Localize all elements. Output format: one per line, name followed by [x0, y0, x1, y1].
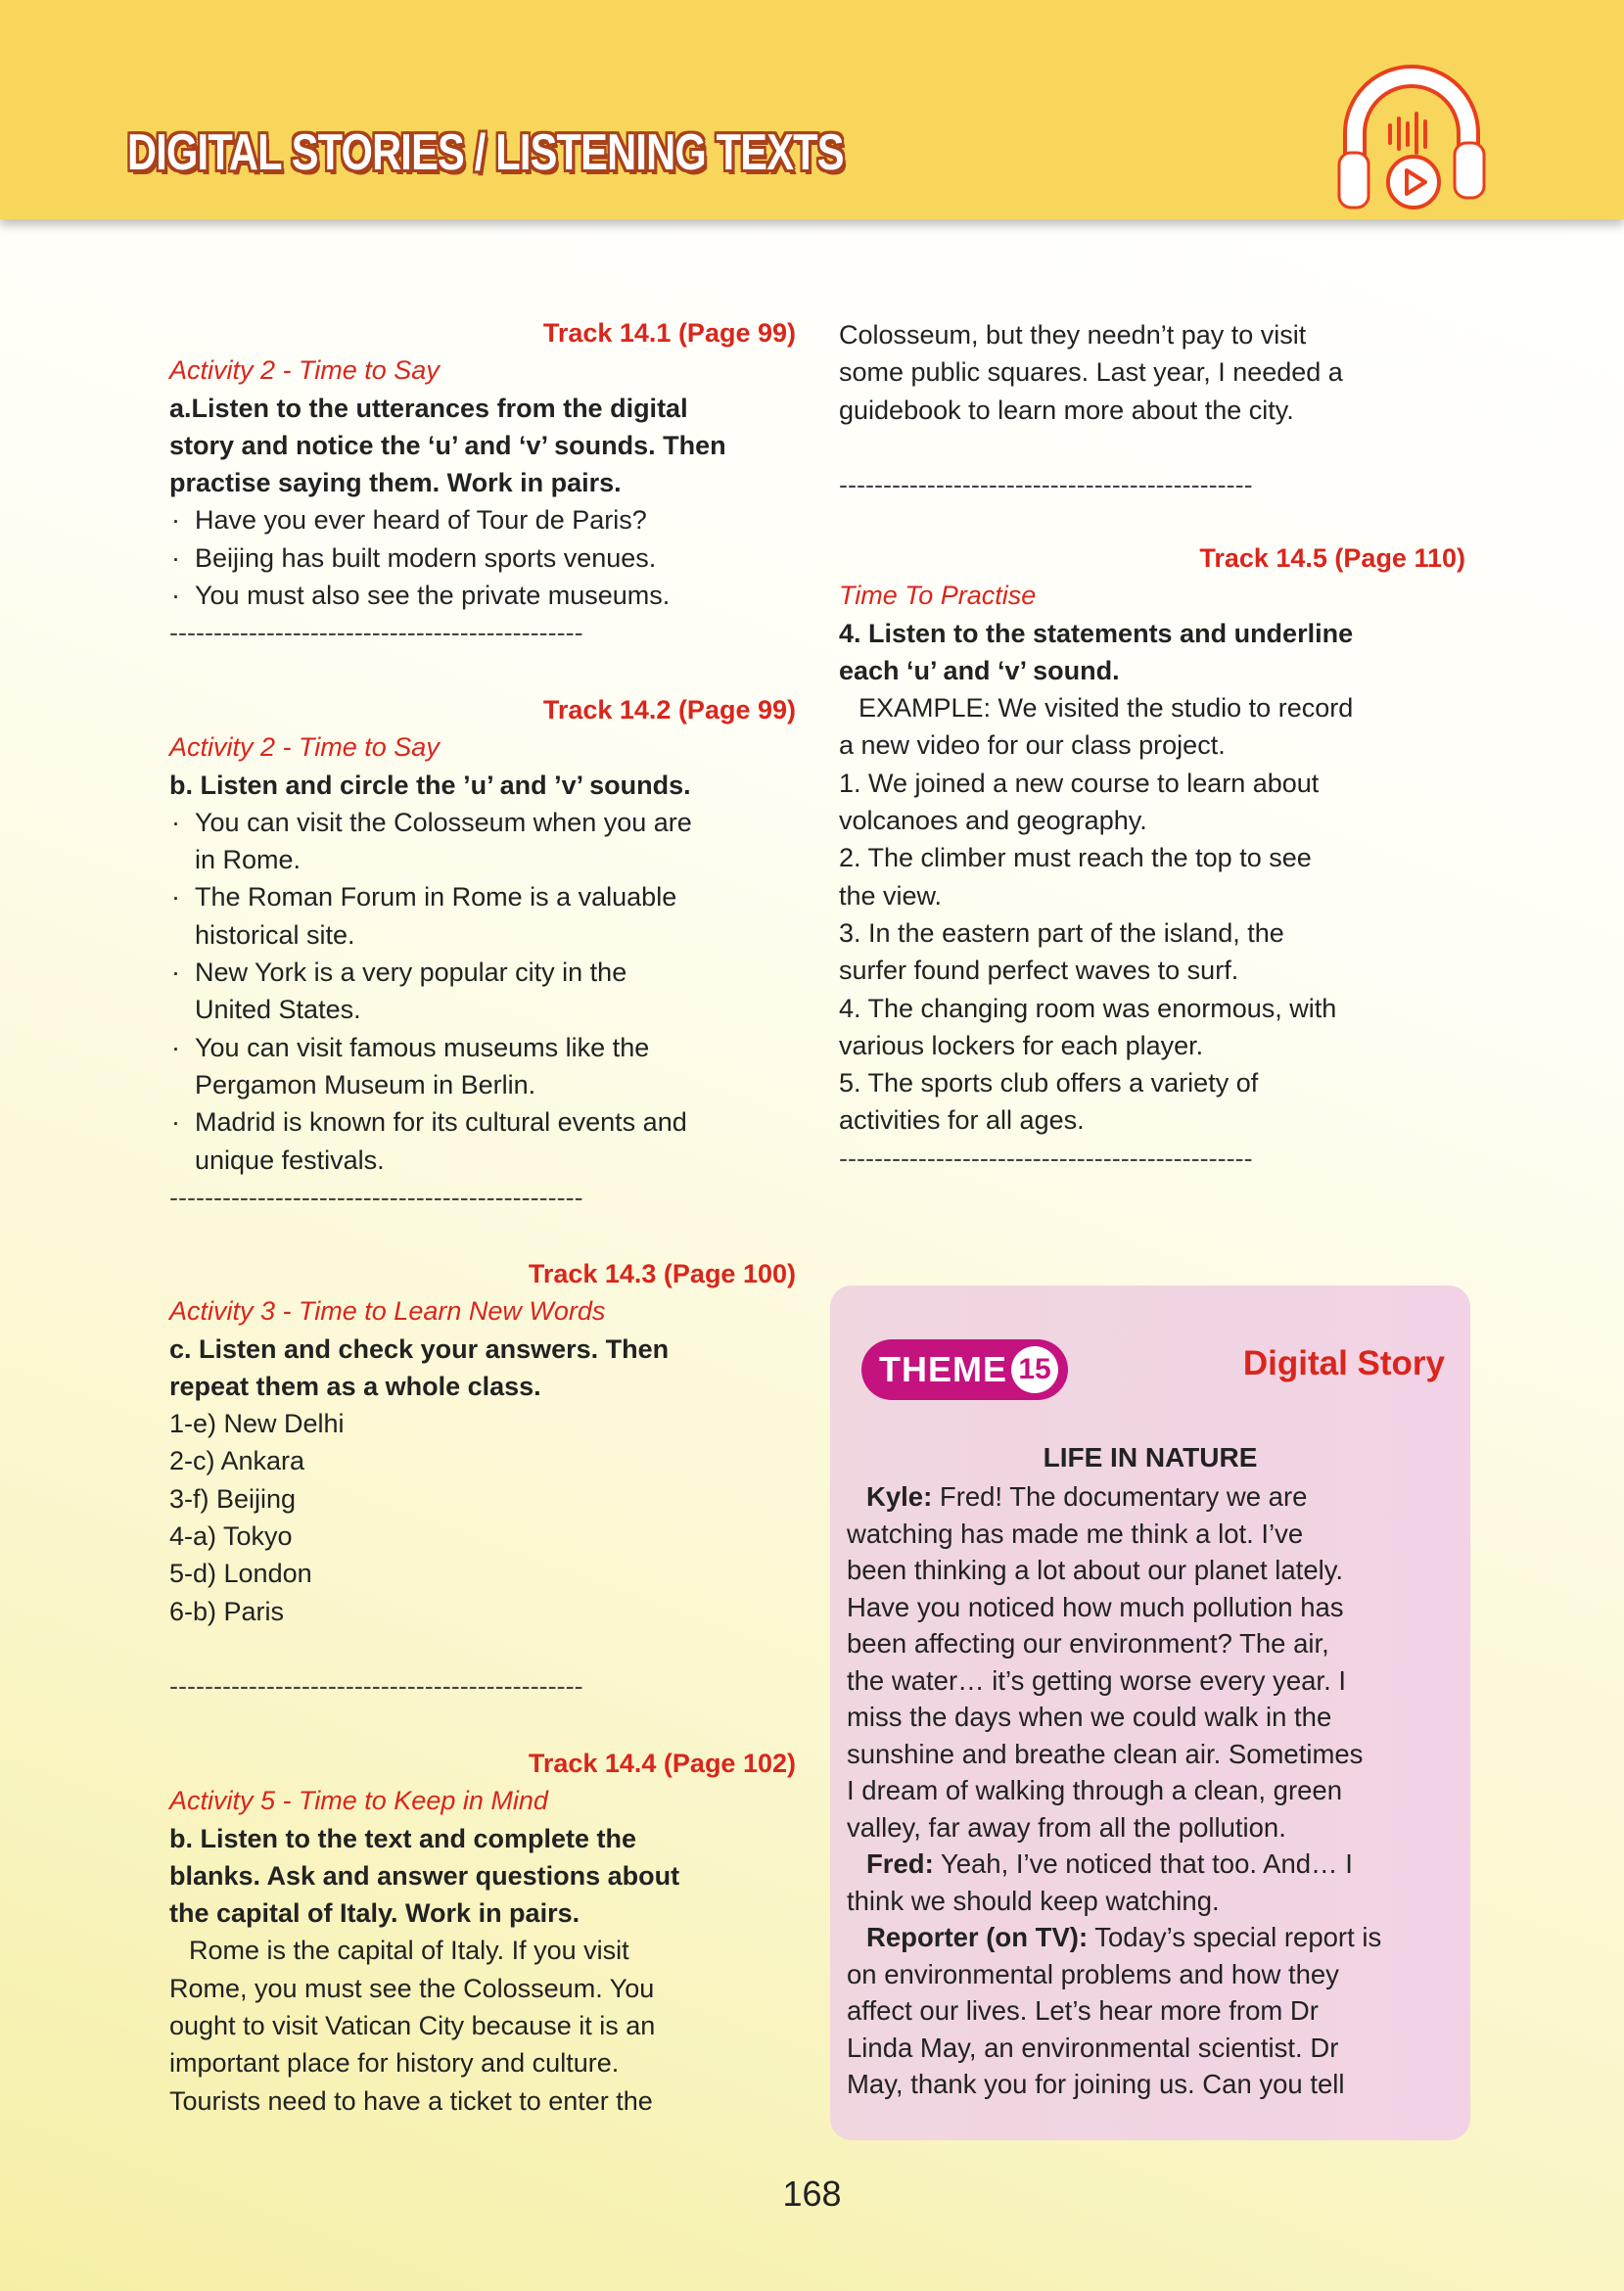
dialogue-text: been affecting our environment? The air,	[847, 1628, 1329, 1659]
divider: -----------------------------------------------	[169, 1671, 583, 1702]
story-line	[847, 1809, 1381, 1847]
text-line: 3. In the eastern part of the island, the	[839, 917, 1284, 948]
bullet-item	[169, 991, 796, 1028]
instruction-line: b. Listen to the text and complete the	[169, 1823, 637, 1853]
bullet-item	[169, 1142, 796, 1179]
bullet-text: in Rome.	[195, 845, 302, 875]
text-line: 1-e) New Delhi	[169, 1409, 345, 1439]
bullet-item	[169, 1066, 796, 1103]
bullet-text: Have you ever heard of Tour de Paris?	[195, 505, 647, 536]
dialogue-text: Have you noticed how much pollution has	[847, 1591, 1344, 1622]
headphones-play-icon	[1333, 65, 1490, 217]
text-line: 2-c) Ankara	[169, 1446, 305, 1476]
theme-badge	[861, 1339, 1068, 1400]
story-line	[847, 1699, 1381, 1736]
bullet-text: historical site.	[195, 919, 355, 950]
story-line	[847, 1516, 1381, 1553]
story-line	[847, 1552, 1381, 1589]
story-line	[847, 1736, 1381, 1773]
story-line	[847, 2066, 1381, 2103]
instruction-line: story and notice the ‘u’ and ‘v’ sounds. Then	[169, 430, 726, 460]
divider: -----------------------------------------------	[839, 1143, 1253, 1173]
story-line	[847, 2030, 1381, 2067]
track-section	[169, 314, 796, 652]
divider: -----------------------------------------------	[169, 1182, 583, 1212]
bullet-text: Beijing has built modern sports venues.	[195, 542, 657, 573]
text-line: Colosseum, but they needn’t pay to visit	[839, 320, 1307, 350]
bullet-item	[169, 841, 796, 878]
dialogue-text: Today’s special report is	[1088, 1922, 1382, 1952]
bullet-item	[169, 1103, 796, 1141]
bullet-item	[169, 501, 796, 538]
instruction-line: blanks. Ask and answer questions about	[169, 1860, 680, 1891]
activity-title: Activity 2 - Time to Say	[169, 355, 440, 386]
bullet-icon: ·	[171, 882, 180, 912]
text-line: guidebook to learn more about the city.	[839, 395, 1294, 425]
text-line: 4-a) Tokyo	[169, 1521, 293, 1552]
text-line: 6-b) Paris	[169, 1596, 285, 1626]
track-heading: Track 14.4 (Page 102)	[528, 1749, 796, 1778]
paragraph-line: Rome is the capital of Italy. If you visit	[189, 1936, 629, 1966]
text-line: 5-d) London	[169, 1559, 312, 1589]
theme-box	[830, 1286, 1470, 2140]
bullet-text: You can visit famous museums like the	[195, 1032, 650, 1062]
track-section	[169, 1255, 796, 1706]
text-line: a new video for our class project.	[839, 730, 1226, 761]
instruction-line: b. Listen and circle the ’u’ and ’v’ sounds.	[169, 770, 691, 800]
track-section	[169, 1745, 796, 2120]
activity-title: Activity 5 - Time to Keep in Mind	[169, 1786, 548, 1816]
bullet-text: The Roman Forum in Rome is a valuable	[195, 882, 677, 912]
track-heading: Track 14.1 (Page 99)	[542, 318, 796, 348]
text-line	[839, 429, 1465, 466]
dialogue-text: May, thank you for joining us. Can you tell	[847, 2069, 1345, 2099]
story-line	[847, 1846, 1381, 1883]
bullet-icon: ·	[171, 505, 180, 536]
bullet-text: Madrid is known for its cultural events and	[195, 1107, 687, 1138]
activity-title: Activity 2 - Time to Say	[169, 732, 440, 763]
story-title: LIFE IN NATURE	[1043, 1442, 1258, 1473]
text-line: volcanoes and geography.	[839, 806, 1147, 836]
dialogue-text: Linda May, an environmental scientist. Dr	[847, 2032, 1339, 2063]
section-label: Digital Story	[1242, 1344, 1445, 1382]
speaker-name: Reporter (on TV):	[866, 1922, 1089, 1952]
paragraph-line: Rome, you must see the Colosseum. You	[169, 1973, 655, 2003]
bullet-icon: ·	[171, 1107, 180, 1138]
bullet-icon: ·	[171, 542, 180, 573]
bullet-icon: ·	[171, 958, 180, 988]
track-heading: Track 14.3 (Page 100)	[528, 1259, 796, 1288]
bullet-item	[169, 916, 796, 954]
bullet-icon: ·	[171, 807, 180, 837]
bullet-item	[169, 804, 796, 841]
bullet-text: unique festivals.	[195, 1145, 385, 1175]
paragraph-line: ought to visit Vatican City because it is an	[169, 2011, 656, 2041]
bullet-icon: ·	[171, 1032, 180, 1062]
text-line: surfer found perfect waves to surf.	[839, 956, 1239, 986]
dialogue-text: miss the days when we could walk in the	[847, 1702, 1332, 1732]
dialogue-text: sunshine and breathe clean air. Sometimes	[847, 1738, 1364, 1769]
dialogue-text: Fred! The documentary we are	[932, 1481, 1308, 1512]
story-line	[847, 1992, 1381, 2030]
bullet-item	[169, 577, 796, 614]
dialogue-text: think we should keep watching.	[847, 1885, 1220, 1916]
instruction-line: a.Listen to the utterances from the digital	[169, 393, 688, 423]
story-line	[847, 1772, 1381, 1809]
bullet-text: United States.	[195, 995, 361, 1025]
instruction-line: 4. Listen to the statements and underline	[839, 618, 1354, 648]
text-line: some public squares. Last year, I needed a	[839, 357, 1343, 388]
theme-label: THEME	[879, 1349, 1007, 1389]
instruction-line: practise saying them. Work in pairs.	[169, 468, 622, 498]
instruction-line: repeat them as a whole class.	[169, 1371, 541, 1401]
text-line: 3-f) Beijing	[169, 1483, 297, 1514]
text-line: 2. The climber must reach the top to see	[839, 843, 1312, 873]
dialogue-text: on environmental problems and how they	[847, 1958, 1339, 1989]
track-heading: Track 14.5 (Page 110)	[1199, 543, 1465, 573]
paragraph-line: EXAMPLE: We visited the studio to record	[858, 693, 1354, 724]
divider: -----------------------------------------------	[169, 618, 583, 648]
divider: -----------------------------------------------	[839, 470, 1253, 500]
dialogue-text: I dream of walking through a clean, green	[847, 1775, 1342, 1805]
text-line: various lockers for each player.	[839, 1030, 1204, 1060]
text-line	[169, 1630, 796, 1667]
bullet-text: You can visit the Colosseum when you are	[195, 807, 692, 837]
text-line: activities for all ages.	[839, 1105, 1085, 1136]
track-heading: Track 14.2 (Page 99)	[542, 695, 796, 725]
bullet-icon: ·	[171, 581, 180, 611]
paragraph-line: Tourists need to have a ticket to enter the	[169, 2085, 653, 2116]
story-line	[847, 1919, 1381, 1956]
speaker-name: Fred:	[866, 1848, 934, 1879]
page-number: 168	[782, 2174, 842, 2214]
instruction-line: c. Listen and check your answers. Then	[169, 1333, 670, 1364]
activity-title: Activity 3 - Time to Learn New Words	[169, 1296, 606, 1327]
story-text	[847, 1478, 1381, 2103]
instruction-line: the capital of Italy. Work in pairs.	[169, 1898, 580, 1929]
paragraph-line: important place for history and culture.	[169, 2048, 620, 2079]
theme-number: 15	[1011, 1346, 1058, 1393]
bullet-text: New York is a very popular city in the	[195, 958, 627, 988]
text-line: 4. The changing room was enormous, with	[839, 993, 1337, 1023]
story-line	[847, 1589, 1381, 1626]
bullet-item	[169, 878, 796, 915]
dialogue-text: the water… it’s getting worse every year. I	[847, 1664, 1346, 1696]
bullet-text: You must also see the private museums.	[195, 581, 671, 611]
activity-title: Time To Practise	[839, 581, 1037, 611]
story-line	[847, 1956, 1381, 1993]
dialogue-text: Yeah, I’ve noticed that too. And… I	[933, 1848, 1353, 1879]
bullet-text: Pergamon Museum in Berlin.	[195, 1069, 536, 1099]
bullet-item	[169, 954, 796, 991]
dialogue-text: watching has made me think a lot. I’ve	[847, 1518, 1304, 1549]
track-section	[839, 316, 1465, 503]
instruction-line: each ‘u’ and ‘v’ sound.	[839, 655, 1120, 685]
text-line: 1. We joined a new course to learn about	[839, 768, 1320, 798]
speaker-name: Kyle:	[866, 1481, 933, 1512]
track-section	[169, 691, 796, 1216]
story-line	[847, 1478, 1381, 1516]
page-title: DIGITAL STORIES / LISTENING TEXTS	[127, 124, 844, 181]
dialogue-text: been thinking a lot about our planet lately.	[847, 1555, 1344, 1585]
bullet-item	[169, 1029, 796, 1066]
text-line: 5. The sports club offers a variety of	[839, 1068, 1259, 1099]
story-line	[847, 1625, 1381, 1662]
page-header	[0, 0, 1624, 219]
bullet-item	[169, 539, 796, 577]
story-line	[847, 1883, 1381, 1920]
dialogue-text: affect our lives. Let’s hear more from Dr	[847, 1995, 1319, 2026]
story-line	[847, 1662, 1381, 1700]
text-line: the view.	[839, 880, 943, 911]
dialogue-text: valley, far away from all the pollution.	[847, 1811, 1286, 1843]
track-section	[839, 539, 1465, 1177]
